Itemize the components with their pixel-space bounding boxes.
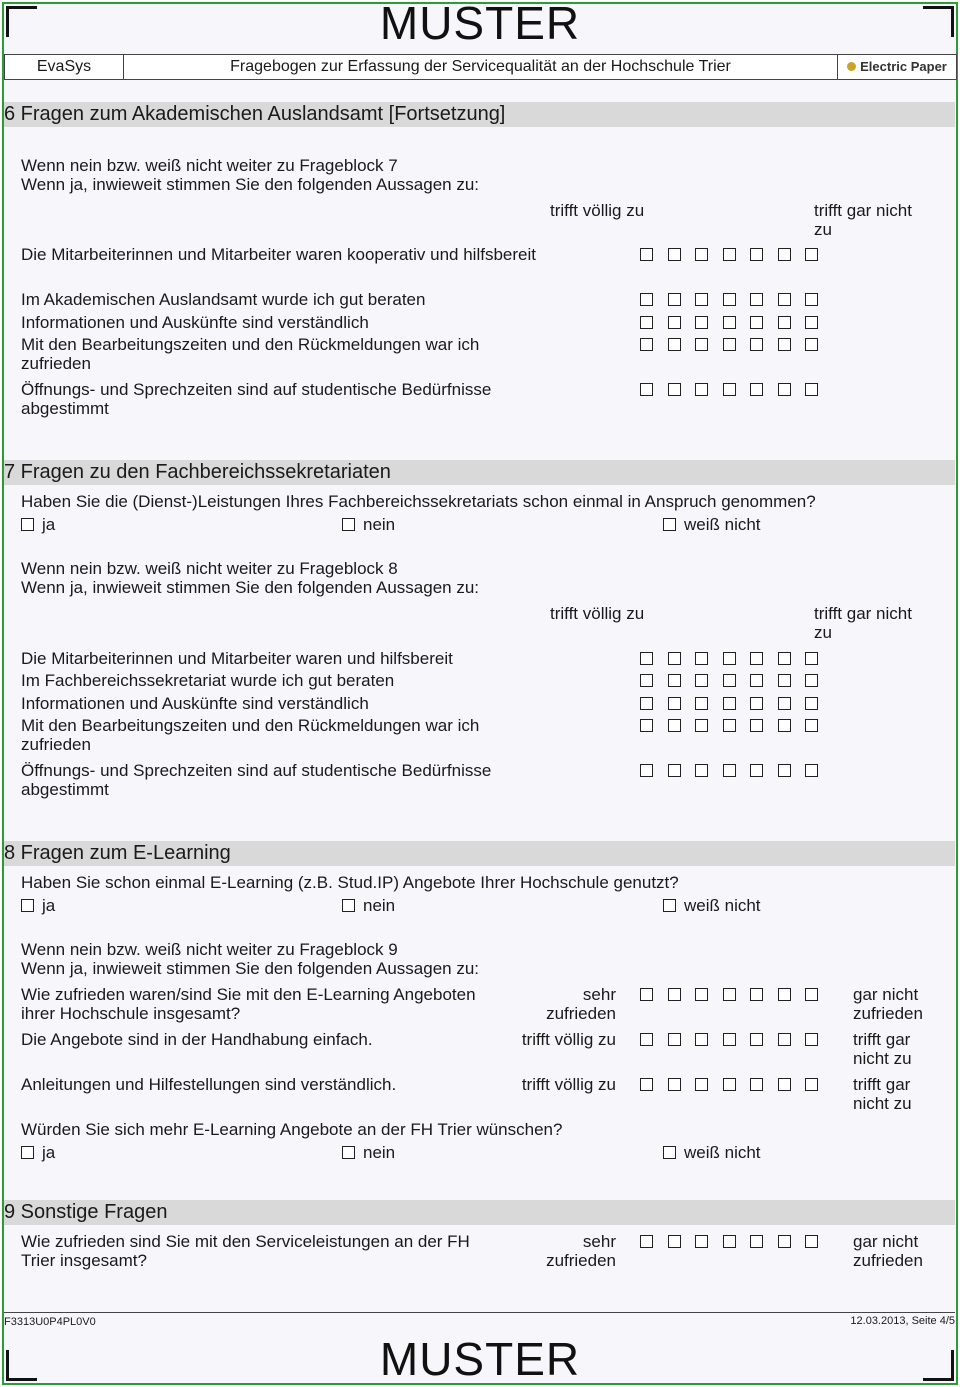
s8-item-3: Anleitungen und Hilfestellungen sind verständlich. — [21, 1075, 397, 1094]
rating-checkbox[interactable] — [668, 293, 681, 306]
rating-checkbox[interactable] — [723, 674, 736, 687]
s8-option-nein[interactable] — [342, 896, 395, 915]
s6-scale-right-2: zu — [814, 220, 832, 239]
rating-checkbox[interactable] — [640, 316, 653, 329]
rating-checkbox[interactable] — [805, 383, 818, 396]
s8-item-1: Wie zufrieden waren/sind Sie mit den E-Learning Angeboten ihrer Hochschule insgesamt? — [21, 985, 476, 1023]
s6-scale-right: trifft gar nicht — [814, 201, 912, 220]
rating-checkbox[interactable] — [640, 988, 653, 1001]
rating-checkbox[interactable] — [668, 1235, 681, 1248]
rating-checkbox[interactable] — [640, 1033, 653, 1046]
rating-checkbox[interactable] — [695, 697, 708, 710]
rating-checkbox[interactable] — [640, 764, 653, 777]
rating-checkbox[interactable] — [723, 338, 736, 351]
rating-checkbox[interactable] — [695, 1235, 708, 1248]
rating-checkbox[interactable] — [723, 316, 736, 329]
s7-item-4: Mit den Bearbeitungszeiten und den Rückmeldungen war ich zufrieden — [21, 716, 480, 754]
s7-item-1-scale — [640, 652, 833, 667]
s7-item-5-scale — [640, 764, 833, 779]
rating-checkbox[interactable] — [723, 293, 736, 306]
checkbox[interactable] — [342, 518, 355, 531]
rating-checkbox[interactable] — [778, 1078, 791, 1091]
rating-checkbox[interactable] — [695, 988, 708, 1001]
rating-checkbox[interactable] — [640, 1235, 653, 1248]
s7-option-weiss-nicht[interactable] — [663, 515, 761, 534]
rating-checkbox[interactable] — [778, 316, 791, 329]
rating-checkbox[interactable] — [750, 293, 763, 306]
rating-checkbox[interactable] — [750, 674, 763, 687]
rating-checkbox[interactable] — [723, 1078, 736, 1091]
checkbox[interactable] — [21, 518, 34, 531]
checkbox[interactable] — [663, 518, 676, 531]
checkbox[interactable] — [663, 899, 676, 912]
rating-checkbox[interactable] — [640, 248, 653, 261]
s7-intro-1: Wenn nein bzw. weiß nicht weiter zu Frageblock 8 — [21, 559, 398, 578]
rating-checkbox[interactable] — [723, 1033, 736, 1046]
footer-page-info: 12.03.2013, Seite 4/5 — [850, 1315, 955, 1327]
section-9-title: 9 Sonstige Fragen — [4, 1200, 955, 1225]
s6-item-5-scale — [640, 383, 833, 398]
s8-item-2-left: trifft völlig zu — [521, 1030, 616, 1049]
rating-checkbox[interactable] — [778, 652, 791, 665]
s9-item-1-right: gar nicht zufrieden — [853, 1232, 923, 1270]
rating-checkbox[interactable] — [778, 248, 791, 261]
rating-checkbox[interactable] — [695, 1033, 708, 1046]
s6-item-4: Mit den Bearbeitungszeiten und den Rückmeldungen war ich zufrieden — [21, 335, 480, 373]
rating-checkbox[interactable] — [695, 764, 708, 777]
s8-item-3-scale — [640, 1078, 833, 1093]
rating-checkbox[interactable] — [805, 316, 818, 329]
rating-checkbox[interactable] — [778, 719, 791, 732]
rating-checkbox[interactable] — [640, 697, 653, 710]
header-evasys: EvaSys — [5, 55, 124, 79]
rating-checkbox[interactable] — [668, 674, 681, 687]
rating-checkbox[interactable] — [695, 248, 708, 261]
rating-checkbox[interactable] — [640, 1078, 653, 1091]
section-8-title: 8 Fragen zum E-Learning — [4, 841, 955, 866]
s6-item-4-scale — [640, 338, 833, 353]
rating-checkbox[interactable] — [695, 383, 708, 396]
rating-checkbox[interactable] — [805, 697, 818, 710]
rating-checkbox[interactable] — [750, 988, 763, 1001]
rating-checkbox[interactable] — [750, 1033, 763, 1046]
s7-scale-left: trifft völlig zu — [550, 604, 645, 623]
s8-intro-1: Wenn nein bzw. weiß nicht weiter zu Frageblock 9 — [21, 940, 398, 959]
rating-checkbox[interactable] — [778, 988, 791, 1001]
watermark-bottom: MUSTER — [379, 1333, 581, 1385]
rating-checkbox[interactable] — [805, 338, 818, 351]
rating-checkbox[interactable] — [723, 719, 736, 732]
s7-item-5: Öffnungs- und Sprechzeiten sind auf studentische Bedürfnisse abgestimmt — [21, 761, 492, 799]
rating-checkbox[interactable] — [750, 1078, 763, 1091]
rating-checkbox[interactable] — [723, 652, 736, 665]
rating-checkbox[interactable] — [778, 383, 791, 396]
rating-checkbox[interactable] — [750, 338, 763, 351]
rating-checkbox[interactable] — [750, 652, 763, 665]
s6-intro-1: Wenn nein bzw. weiß nicht weiter zu Frageblock 7 — [21, 156, 398, 175]
form-header — [4, 54, 957, 80]
rating-checkbox[interactable] — [668, 719, 681, 732]
s6-item-1-scale — [640, 248, 833, 263]
rating-checkbox[interactable] — [805, 988, 818, 1001]
rating-checkbox[interactable] — [640, 293, 653, 306]
option-label: nein — [363, 896, 396, 915]
rating-checkbox[interactable] — [778, 764, 791, 777]
rating-checkbox[interactable] — [805, 764, 818, 777]
rating-checkbox[interactable] — [668, 316, 681, 329]
s7-item-4-scale — [640, 719, 833, 734]
s8-q2-option-weiss-nicht[interactable] — [663, 1143, 761, 1162]
rating-checkbox[interactable] — [668, 383, 681, 396]
s6-item-2: Im Akademischen Auslandsamt wurde ich gut beraten — [21, 290, 426, 309]
header-logo — [838, 55, 956, 79]
s8-item-2: Die Angebote sind in der Handhabung einfach. — [21, 1030, 373, 1049]
rating-checkbox[interactable] — [778, 1033, 791, 1046]
rating-checkbox[interactable] — [640, 674, 653, 687]
rating-checkbox[interactable] — [750, 764, 763, 777]
option-label: ja — [42, 896, 56, 915]
rating-checkbox[interactable] — [805, 1078, 818, 1091]
s8-item-3-right: trifft gar nicht zu — [853, 1075, 912, 1113]
s7-item-2: Im Fachbereichssekretariat wurde ich gut beraten — [21, 671, 395, 690]
s7-intro-2: Wenn ja, inwieweit stimmen Sie den folgenden Aussagen zu: — [21, 578, 480, 597]
s7-option-ja[interactable] — [21, 515, 55, 534]
s9-item-1: Wie zufrieden sind Sie mit den Serviceleistungen an der FH Trier insgesamt? — [21, 1232, 470, 1270]
rating-checkbox[interactable] — [750, 719, 763, 732]
rating-checkbox[interactable] — [695, 674, 708, 687]
rating-checkbox[interactable] — [778, 674, 791, 687]
s8-question: Haben Sie schon einmal E-Learning (z.B. Stud.IP) Angebote Ihrer Hochschule genutzt? — [21, 873, 679, 892]
rating-checkbox[interactable] — [668, 338, 681, 351]
rating-checkbox[interactable] — [750, 383, 763, 396]
footer-rule — [4, 1312, 955, 1313]
rating-checkbox[interactable] — [805, 248, 818, 261]
s7-scale-right-2: zu — [814, 623, 832, 642]
s6-item-3: Informationen und Auskünfte sind verständlich — [21, 313, 369, 332]
rating-checkbox[interactable] — [750, 248, 763, 261]
s6-intro-2: Wenn ja, inwieweit stimmen Sie den folgenden Aussagen zu: — [21, 175, 480, 194]
rating-checkbox[interactable] — [805, 674, 818, 687]
s6-item-3-scale — [640, 316, 833, 331]
s8-item-3-left: trifft völlig zu — [521, 1075, 616, 1094]
option-label: weiß nicht — [684, 1143, 761, 1162]
s7-item-3-scale — [640, 697, 833, 712]
rating-checkbox[interactable] — [695, 1078, 708, 1091]
rating-checkbox[interactable] — [778, 338, 791, 351]
rating-checkbox[interactable] — [805, 1033, 818, 1046]
rating-checkbox[interactable] — [723, 988, 736, 1001]
option-label: nein — [363, 515, 396, 534]
electric-paper-logo-icon — [847, 62, 856, 71]
rating-checkbox[interactable] — [695, 338, 708, 351]
rating-checkbox[interactable] — [750, 316, 763, 329]
rating-checkbox[interactable] — [805, 719, 818, 732]
rating-checkbox[interactable] — [778, 1235, 791, 1248]
checkbox[interactable] — [21, 899, 34, 912]
rating-checkbox[interactable] — [723, 248, 736, 261]
rating-checkbox[interactable] — [750, 697, 763, 710]
s8-option-ja[interactable] — [21, 896, 55, 915]
rating-checkbox[interactable] — [723, 764, 736, 777]
s9-item-1-scale — [640, 1235, 833, 1250]
s8-q2-option-nein[interactable] — [342, 1143, 395, 1162]
header-title: Fragebogen zur Erfassung der Servicequalität an der Hochschule Trier — [124, 55, 838, 79]
s9-item-1-left: sehr zufrieden — [546, 1232, 616, 1270]
rating-checkbox[interactable] — [805, 1235, 818, 1248]
s8-intro-2: Wenn ja, inwieweit stimmen Sie den folgenden Aussagen zu: — [21, 959, 480, 978]
checkbox[interactable] — [342, 1146, 355, 1159]
section-6-title: 6 Fragen zum Akademischen Auslandsamt [Fortsetzung] — [4, 102, 955, 127]
rating-checkbox[interactable] — [778, 697, 791, 710]
footer-form-id: F3313U0P4PL0V0 — [4, 1316, 96, 1328]
option-label: ja — [42, 515, 56, 534]
rating-checkbox[interactable] — [695, 652, 708, 665]
rating-checkbox[interactable] — [723, 383, 736, 396]
section-7-title: 7 Fragen zu den Fachbereichssekretariaten — [4, 460, 955, 485]
rating-checkbox[interactable] — [668, 1078, 681, 1091]
rating-checkbox[interactable] — [723, 697, 736, 710]
s8-q2-option-ja[interactable] — [21, 1143, 55, 1162]
option-label: weiß nicht — [684, 515, 761, 534]
rating-checkbox[interactable] — [805, 652, 818, 665]
s8-question-2: Würden Sie sich mehr E-Learning Angebote an der FH Trier wünschen? — [21, 1120, 563, 1139]
rating-checkbox[interactable] — [640, 719, 653, 732]
rating-checkbox[interactable] — [695, 316, 708, 329]
checkbox[interactable] — [21, 1146, 34, 1159]
rating-checkbox[interactable] — [668, 764, 681, 777]
checkbox[interactable] — [342, 899, 355, 912]
s8-option-weiss-nicht[interactable] — [663, 896, 761, 915]
s7-item-2-scale — [640, 674, 833, 689]
rating-checkbox[interactable] — [723, 1235, 736, 1248]
s8-item-1-scale — [640, 988, 833, 1003]
option-label: weiß nicht — [684, 896, 761, 915]
s6-item-2-scale — [640, 293, 833, 308]
checkbox[interactable] — [663, 1146, 676, 1159]
rating-checkbox[interactable] — [668, 988, 681, 1001]
s8-item-1-right: gar nicht zufrieden — [853, 985, 923, 1023]
s7-item-3: Informationen und Auskünfte sind verständlich — [21, 694, 369, 713]
s8-item-2-scale — [640, 1033, 833, 1048]
s8-item-2-right: trifft gar nicht zu — [853, 1030, 912, 1068]
s7-scale-right: trifft gar nicht — [814, 604, 912, 623]
rating-checkbox[interactable] — [668, 1033, 681, 1046]
rating-checkbox[interactable] — [750, 1235, 763, 1248]
s8-item-1-left: sehr zufrieden — [546, 985, 616, 1023]
rating-checkbox[interactable] — [668, 248, 681, 261]
rating-checkbox[interactable] — [668, 652, 681, 665]
rating-checkbox[interactable] — [778, 293, 791, 306]
rating-checkbox[interactable] — [805, 293, 818, 306]
option-label: ja — [42, 1143, 56, 1162]
option-label: nein — [363, 1143, 396, 1162]
s7-option-nein[interactable] — [342, 515, 395, 534]
s6-item-1: Die Mitarbeiterinnen und Mitarbeiter waren kooperativ und hilfsbereit — [21, 245, 536, 264]
rating-checkbox[interactable] — [695, 719, 708, 732]
s6-scale-left: trifft völlig zu — [550, 201, 645, 220]
s7-item-1: Die Mitarbeiterinnen und Mitarbeiter waren und hilfsbereit — [21, 649, 453, 668]
rating-checkbox[interactable] — [668, 697, 681, 710]
s7-question: Haben Sie die (Dienst-)Leistungen Ihres Fachbereichssekretariats schon einmal in Anspruch genommen? — [21, 492, 816, 511]
watermark-top: MUSTER — [379, 0, 581, 49]
rating-checkbox[interactable] — [640, 383, 653, 396]
rating-checkbox[interactable] — [640, 652, 653, 665]
rating-checkbox[interactable] — [640, 338, 653, 351]
header-logo-text: Electric Paper — [860, 59, 947, 74]
rating-checkbox[interactable] — [695, 293, 708, 306]
s6-item-5: Öffnungs- und Sprechzeiten sind auf studentische Bedürfnisse abgestimmt — [21, 380, 492, 418]
